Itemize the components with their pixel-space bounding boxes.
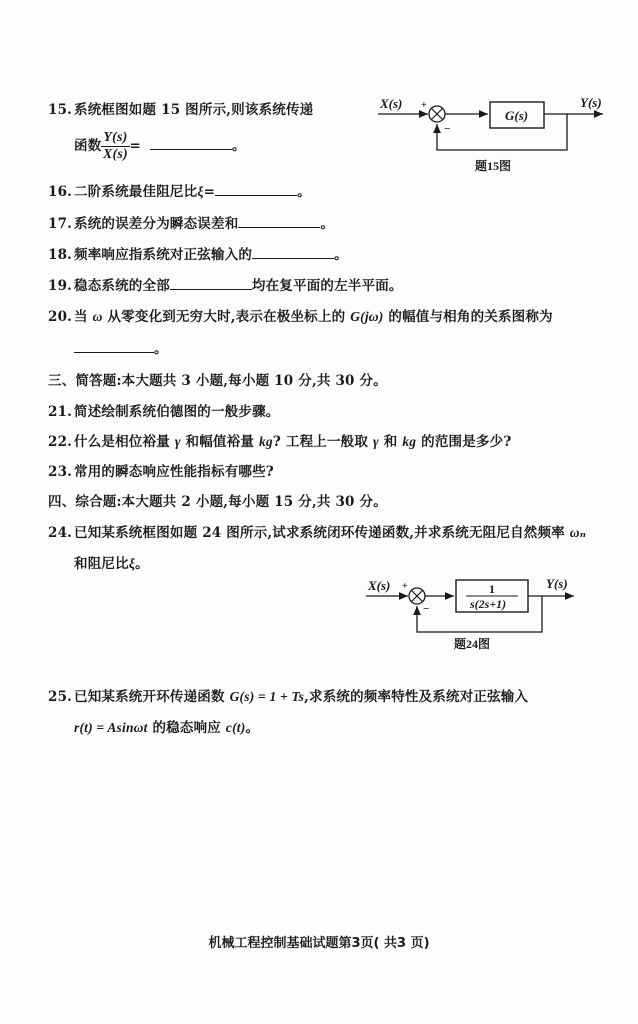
minus-sign: − (423, 603, 430, 615)
question-text: 二阶系统最佳阻尼比 (74, 184, 198, 200)
question-number: 20. (48, 309, 73, 325)
answer-blank[interactable] (150, 137, 232, 150)
fraction-numerator: Y(s) (103, 130, 128, 145)
question-text: ,求系统的频率特性及系统对正弦输入 (304, 689, 529, 705)
question-text: 和 (383, 434, 398, 450)
question-number: 19. (48, 278, 73, 294)
minus-sign: − (444, 123, 451, 135)
question-text: 频率响应指系统对正弦输入的 (74, 247, 253, 263)
open-loop-transfer-function: G(s) = 1 + Ts (229, 689, 305, 704)
question-17 (48, 212, 334, 232)
fraction-denominator: X(s) (103, 147, 128, 162)
block-denominator: s(2s+1) (470, 597, 507, 611)
question-number: 21. (48, 404, 73, 420)
question-text: 系统框图如题 15 图所示,则该系统传递 (74, 102, 314, 118)
output-label: Y(s) (546, 576, 568, 591)
question-19 (48, 274, 403, 294)
question-number: 17. (48, 216, 73, 232)
question-number: 24. (48, 525, 73, 541)
question-text: 稳态系统的全部 (74, 278, 170, 294)
xi-symbol: ξ (197, 184, 204, 199)
period: 。 (320, 216, 335, 232)
figure-24-block-diagram (362, 574, 582, 654)
question-number: 22. (48, 434, 73, 450)
figure-15-block-diagram (378, 92, 618, 177)
period: 。 (135, 556, 149, 572)
question-20-line2 (74, 337, 168, 357)
answer-blank[interactable] (215, 183, 297, 196)
section-title: 四、综合题:本大题共 2 小题,每小题 15 分,共 30 分。 (48, 494, 387, 510)
question-number: 23. (48, 464, 73, 480)
question-text: 的稳态响应 (152, 720, 221, 736)
question-text: 已知某系统开环传递函数 (74, 689, 225, 705)
section-title: 三、简答题:本大题共 3 小题,每小题 10 分,共 30 分。 (48, 373, 387, 389)
question-text: 从零变化到无穷大时,表示在极坐标上的 (107, 309, 346, 325)
question-text: 的范围是多少? (421, 434, 512, 450)
xi-symbol: ξ (128, 556, 136, 571)
block-label: G(s) (505, 108, 529, 123)
period: 。 (297, 184, 311, 200)
section-4-heading (48, 490, 387, 510)
question-number: 18. (48, 247, 73, 263)
answer-blank[interactable] (74, 340, 154, 353)
gamma-symbol: γ (174, 434, 181, 449)
question-text: ? 工程上一般取 (272, 434, 369, 450)
output-label: Y(s) (580, 95, 602, 110)
question-23 (48, 460, 274, 480)
question-18 (48, 243, 348, 263)
question-21 (48, 400, 280, 420)
question-number: 15. (48, 102, 73, 118)
omega-n-symbol: ωₙ (569, 525, 587, 540)
question-25-line1 (48, 685, 528, 705)
question-text: 当 (74, 309, 88, 325)
sinusoidal-input-expression: r(t) = Asinωt (74, 720, 148, 735)
question-15-line1 (48, 98, 313, 118)
question-15-line2 (74, 130, 246, 163)
figure-caption: 题15图 (475, 159, 512, 173)
answer-blank[interactable] (252, 246, 334, 259)
omega-symbol: ω (92, 309, 103, 324)
question-number: 25. (48, 689, 73, 705)
plus-sign: + (402, 581, 408, 592)
period: 。 (231, 138, 246, 154)
question-text: 均在复平面的左半平面。 (251, 278, 403, 294)
transfer-function-fraction (101, 130, 129, 163)
g-jw-expression: G(jω) (350, 309, 384, 324)
gamma-symbol: γ (372, 434, 379, 449)
answer-blank[interactable] (238, 215, 320, 228)
question-20-line1 (48, 305, 553, 325)
period: 。 (334, 247, 348, 263)
period: 。 (245, 720, 260, 736)
question-25-line2 (74, 716, 259, 736)
question-22 (48, 430, 511, 450)
equals-sign: = (129, 138, 142, 154)
page-footer: 机械工程控制基础试题第3页( 共3 页) (208, 936, 430, 951)
figure-caption: 题24图 (454, 637, 491, 651)
question-text: 和幅值裕量 (185, 434, 255, 450)
block-numerator: 1 (489, 582, 495, 596)
question-number: 16. (48, 184, 73, 200)
question-text: 已知某系统框图如题 24 图所示,试求系统闭环传递函数,并求系统无阻尼自然频率 (74, 525, 565, 541)
question-text: 系统的误差分为瞬态误差和 (74, 216, 239, 232)
question-16 (48, 180, 311, 200)
question-text: 函数 (74, 138, 102, 154)
question-24-line2 (74, 552, 149, 572)
input-label: X(s) (380, 96, 403, 111)
question-text: 什么是相位裕量 (74, 434, 170, 450)
input-label: X(s) (368, 578, 391, 593)
section-3-heading (48, 369, 387, 389)
kg-symbol: kg (258, 434, 273, 449)
question-text: 的幅值与相角的关系图称为 (388, 309, 553, 325)
plus-sign: + (421, 100, 427, 111)
question-24-line1 (48, 521, 586, 541)
equals-sign: = (203, 184, 216, 200)
question-text: 简述绘制系统伯德图的一般步骤。 (74, 404, 280, 420)
answer-blank[interactable] (170, 277, 252, 290)
kg-symbol: kg (402, 434, 417, 449)
question-text: 和阻尼比 (74, 556, 129, 572)
period: 。 (154, 341, 168, 357)
response-expression: c(t) (225, 720, 246, 735)
question-text: 常用的瞬态响应性能指标有哪些? (74, 464, 274, 480)
